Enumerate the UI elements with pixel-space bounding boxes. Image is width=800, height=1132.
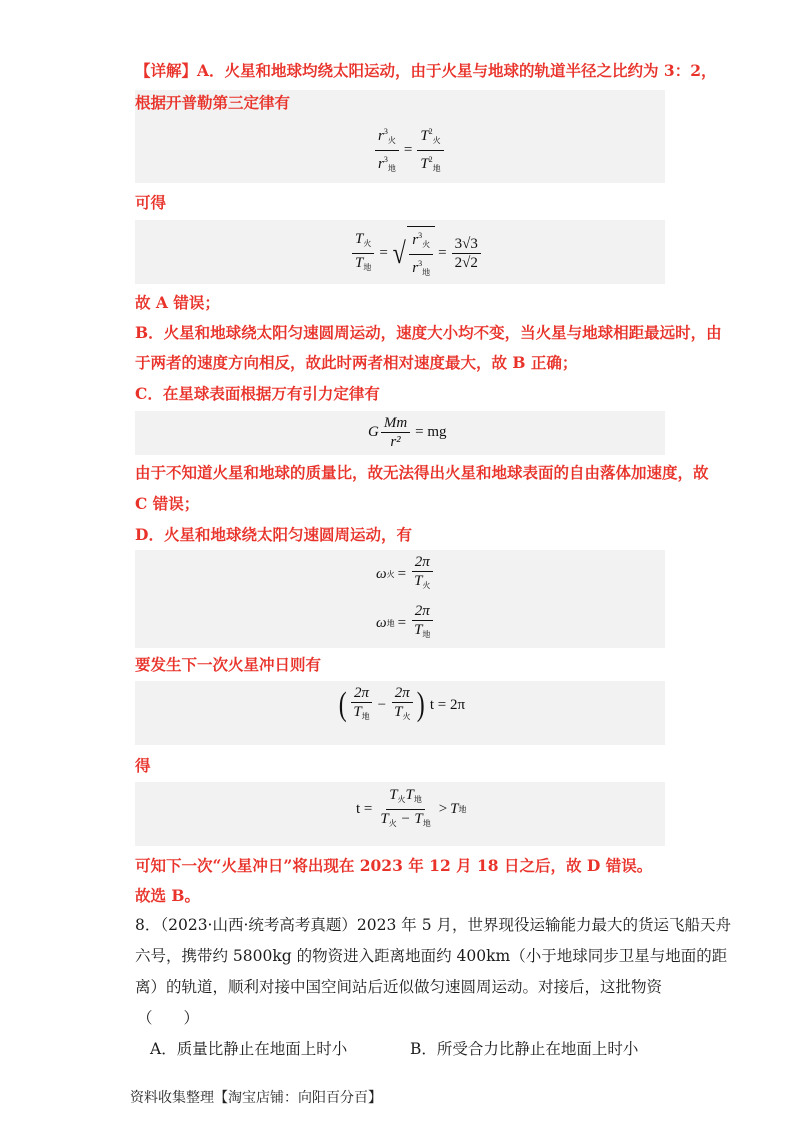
detail-line-7: C．在星球表面根据万有引力定律有: [135, 384, 380, 403]
equation-opposition: ( $\frac{2\pi}{T_地}$ − $\frac{2\pi}{T_火}$ ) t = 2π: [338, 685, 466, 723]
option-b: B．所受合力比静止在地面上时小: [410, 1040, 639, 1058]
equation-kepler-third-law: $\frac{r^3_火}{r^3_地}$ = $\frac{T^2_火}{T^2_地}$: [373, 124, 446, 177]
question-line-3: 离）的轨道，顺利对接中国空间站后近似做匀速圆周运动。对接后，这批物资: [135, 978, 663, 996]
detail-line-12: 得: [135, 756, 151, 775]
detail-line-9: C 错误；: [135, 494, 200, 513]
detail-line-8: 由于不知道火星和地球的质量比，故无法得出火星和地球表面的自由落体加速度，故: [135, 463, 709, 482]
detail-line-4: 故 A 错误；: [135, 293, 220, 312]
question-blank: （ ）: [137, 1009, 200, 1027]
equation-period-ratio: $\frac{T_火}{T_地}$ = √ $\frac{r^3_火}{r^3_地}$ = $\frac{3√3}{2√2}$: [350, 226, 483, 281]
detail-line-14: 故选 B。: [135, 886, 200, 905]
detail-line-6: 于两者的速度方向相反，故此时两者相对速度最大，故 B 正确；: [135, 353, 578, 372]
detail-line-5: B．火星和地球绕太阳匀速圆周运动，速度大小均不变，当火星与地球相距最远时，由: [135, 323, 722, 342]
equation-next-opposition: t = $\frac{T_火T_地}{T_火 - T_地}$ > T 地: [356, 787, 467, 828]
detail-line-1: 【详解】A．火星和地球均绕太阳运动，由于火星与地球的轨道半径之比约为 3：2，: [135, 61, 717, 80]
detail-line-2: 根据开普勒第三定律有: [135, 93, 291, 112]
question-line-1: 8．（2023·山西·统考高考真题）2023 年 5 月，世界现役运输能力最大的货运飞船天舟: [135, 916, 732, 934]
detail-line-13: 可知下一次“火星冲日”将出现在 2023 年 12 月 18 日之后，故 D 错误。: [135, 856, 653, 875]
equation-gravity: G $\frac{Mm}{\text{r²}}$ = mg: [368, 415, 447, 450]
question-line-2: 六号，携带约 5800kg 的物资进入距离地面约 400km（小于地球同步卫星与地面的距: [135, 947, 728, 965]
option-a: A．质量比静止在地面上时小: [150, 1040, 348, 1058]
detail-line-3: 可得: [135, 193, 167, 212]
equation-omega-mars: ω 火 = $\frac{2\pi}{T_火}$: [376, 554, 435, 594]
footer-source: 资料收集整理【淘宝店铺：向阳百分百】: [130, 1090, 382, 1106]
detail-line-11: 要发生下一次火星冲日则有: [135, 655, 322, 674]
detail-line-10: D．火星和地球绕太阳匀速圆周运动，有: [135, 525, 412, 544]
equation-omega-earth: ω 地 = $\frac{2\pi}{T_地}$: [376, 603, 435, 643]
